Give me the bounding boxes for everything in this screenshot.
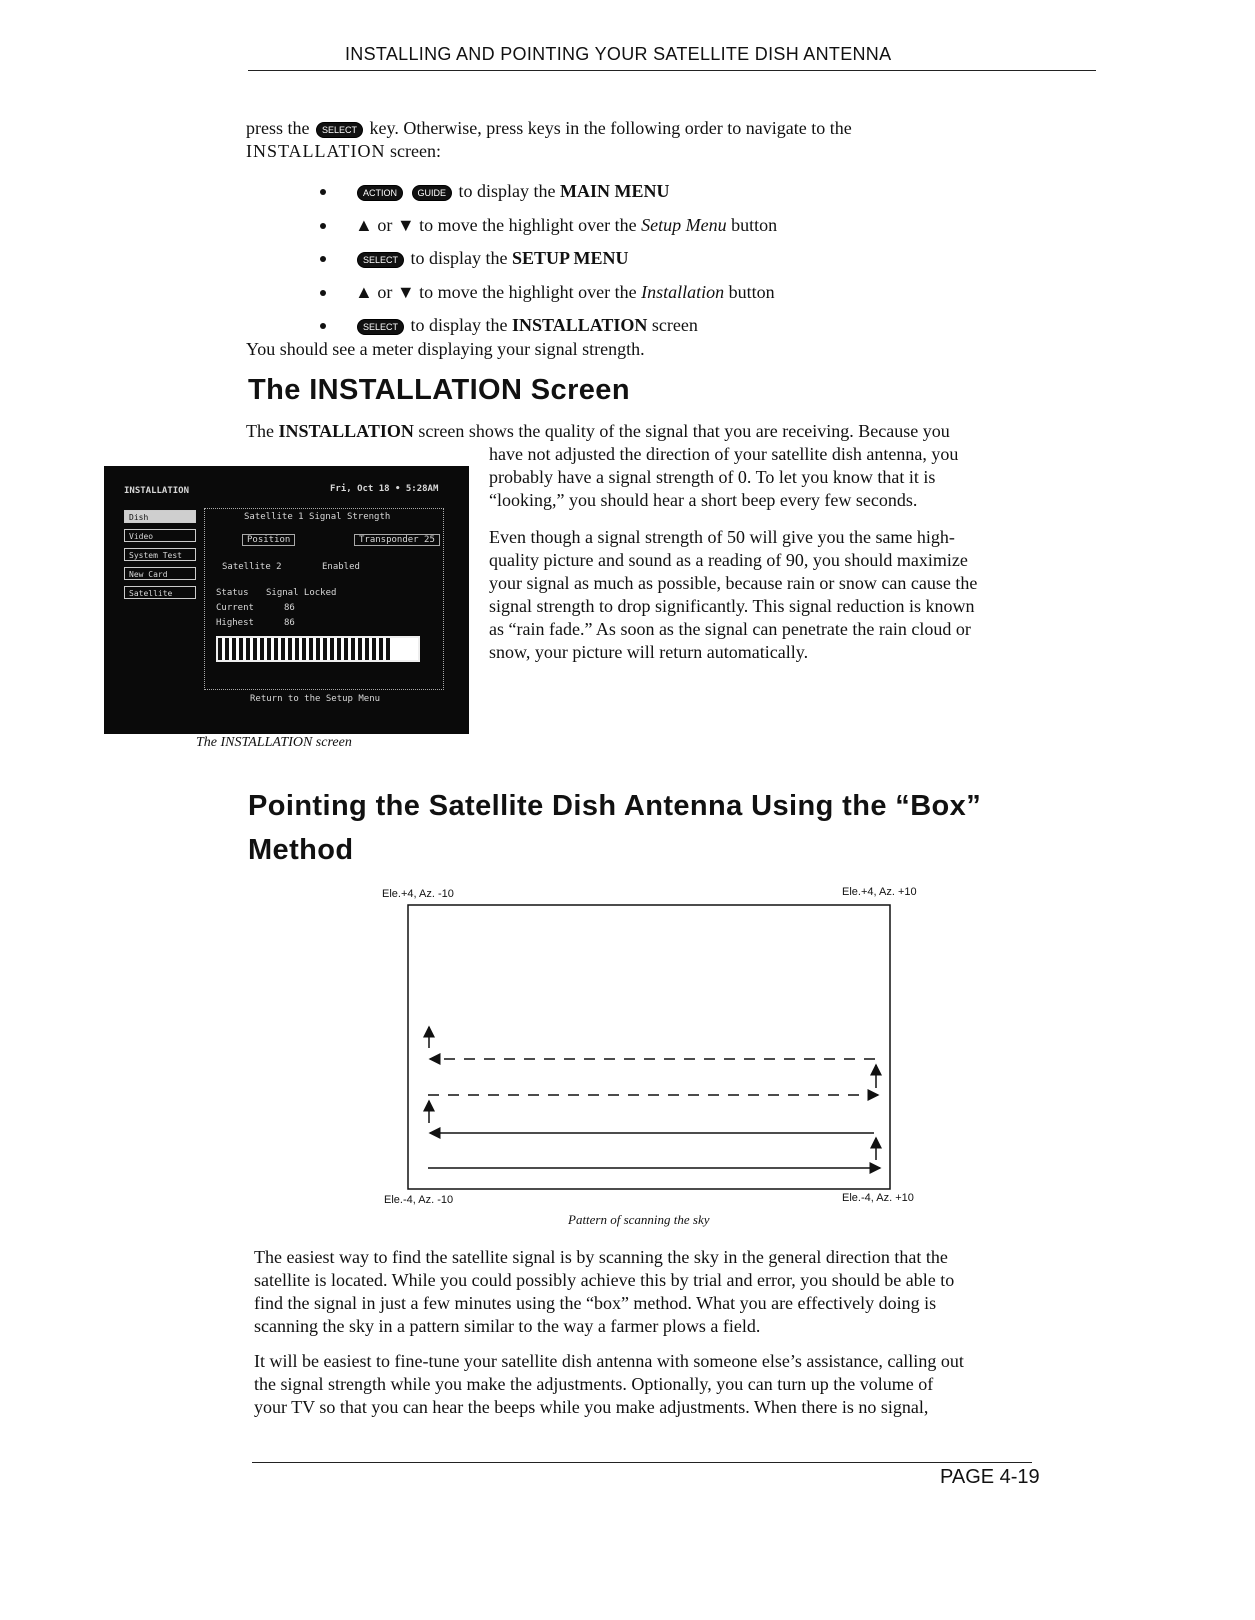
select-key-icon: SELECT [316, 122, 363, 138]
intro-line-1 [246, 117, 1086, 140]
text-line: satellite is located. While you could possibly achieve this by trial and error, you should be able to [254, 1270, 955, 1290]
step-text: to display the [410, 248, 508, 268]
page-number: PAGE 4-19 [940, 1466, 1040, 1488]
installation-paragraph-1 [489, 443, 1079, 512]
select-key-icon: SELECT [357, 319, 404, 335]
lead-bold: INSTALLATION [278, 421, 414, 441]
diagram-caption: Pattern of scanning the sky [568, 1212, 710, 1227]
guide-key-icon: GUIDE [412, 185, 453, 201]
heading-line: Method [248, 834, 354, 866]
text-line: your signal as much as possible, because rain or snow can cause the [489, 573, 978, 593]
step-item [320, 214, 1080, 248]
box-scan-diagram [400, 900, 900, 1200]
highest-label: Highest [216, 618, 254, 628]
running-header: INSTALLING AND POINTING YOUR SATELLITE DISH ANTENNA [345, 44, 892, 64]
text-line: Even though a signal strength of 50 will give you the same high- [489, 527, 955, 547]
step-text: to display the [458, 181, 556, 201]
select-key-icon: SELECT [357, 252, 404, 268]
step-italic: Installation [641, 281, 725, 302]
text-line: have not adjusted the direction of your satellite dish antenna, you [489, 444, 959, 464]
menu-item-video: Video [124, 529, 196, 542]
transponder-label: Transponder 25 [354, 534, 440, 546]
step-italic: Setup Menu [641, 214, 727, 235]
status-value: Signal Locked [266, 588, 337, 598]
step-text: to display the [410, 315, 508, 335]
label-top-right: Ele.+4, Az. +10 [842, 886, 917, 898]
panel-title: Satellite 1 Signal Strength [244, 512, 391, 522]
installation-screenshot [104, 466, 469, 734]
label-top-left: Ele.+4, Az. -10 [382, 888, 454, 900]
signal-meter [216, 636, 420, 662]
text-line: snow, your picture will return automatically. [489, 642, 809, 662]
lead-text: The [246, 421, 274, 441]
step-bold: SETUP MENU [512, 248, 629, 268]
intro-paragraph [246, 117, 1086, 163]
text-line: probably have a signal strength of 0. To let you know that it is [489, 467, 936, 487]
text-line: signal strength to drop significantly. This signal reduction is known [489, 596, 975, 616]
step-bold: INSTALLATION [512, 315, 648, 335]
action-key-icon: ACTION [357, 185, 403, 201]
position-label: Position [242, 534, 295, 546]
heading-line: Pointing the Satellite Dish Antenna Using the “Box” [248, 790, 982, 822]
text-line: quality picture and sound as a reading of 90, you should maximize [489, 550, 968, 570]
text-line: as “rain fade.” As soon as the signal can penetrate the rain cloud or [489, 619, 971, 639]
menu-item-satellite: Satellite [124, 586, 196, 599]
text-line: your TV so that you can hear the beeps while you make adjustments. When there is no signal, [254, 1397, 929, 1417]
highest-value: 86 [284, 618, 295, 628]
text-line: The easiest way to find the satellite signal is by scanning the sky in the general direction that the [254, 1247, 948, 1267]
step-text: to move the highlight over the [419, 281, 637, 302]
installation-word: INSTALLATION [246, 141, 386, 161]
assistance-paragraph [254, 1350, 1084, 1419]
satellite2-label: Satellite 2 [222, 562, 282, 572]
text-line: find the signal in just a few minutes using the “box” method. What you are effectively doing is [254, 1293, 937, 1313]
step-item [320, 247, 1080, 281]
down-arrow-icon: ▼ [396, 281, 415, 302]
menu-item-dish: Dish [124, 510, 196, 523]
text-line: “looking,” you should hear a short beep every few seconds. [489, 490, 918, 510]
meter-note: You should see a meter displaying your signal strength. [246, 339, 645, 359]
up-arrow-icon: ▲ [355, 214, 373, 235]
up-arrow-icon: ▲ [355, 281, 373, 302]
step-or: or [377, 214, 393, 235]
step-text: screen [651, 315, 698, 335]
navigation-steps [320, 180, 1080, 348]
step-item [320, 180, 1080, 214]
step-text: to move the highlight over the [419, 214, 637, 235]
step-bold: MAIN MENU [560, 181, 670, 201]
intro-text: screen: [390, 141, 442, 161]
step-or: or [377, 281, 393, 302]
down-arrow-icon: ▼ [396, 214, 415, 235]
step-text: button [728, 281, 775, 302]
installation-paragraph-2 [489, 526, 1079, 664]
installation-lead-line [246, 420, 1066, 443]
section-heading-box-method [248, 784, 981, 872]
intro-text: press the [246, 118, 310, 138]
intro-text: key. Otherwise, press keys in the following order to navigate to the [369, 118, 852, 138]
label-bottom-right: Ele.-4, Az. +10 [842, 1192, 914, 1204]
screen-title: INSTALLATION [124, 486, 190, 496]
lead-text: screen shows the quality of the signal that you are receiving. Because you [418, 421, 950, 441]
text-line: scanning the sky in a pattern similar to the way a farmer plows a field. [254, 1316, 761, 1336]
scan-box [408, 905, 890, 1189]
current-label: Current [216, 603, 254, 613]
label-bottom-left: Ele.-4, Az. -10 [384, 1194, 454, 1206]
status-label: Status [216, 588, 249, 598]
bullet-icon [320, 290, 326, 296]
step-text: button [731, 214, 778, 235]
text-line: It will be easiest to fine-tune your satellite dish antenna with someone else’s assistance, calling out [254, 1351, 964, 1371]
return-label: Return to the Setup Menu [250, 694, 381, 704]
screen-datetime: Fri, Oct 18 • 5:28AM [330, 484, 439, 494]
intro-line-2 [246, 140, 1086, 163]
bullet-icon [320, 223, 326, 229]
footer-rule [252, 1462, 1032, 1463]
enabled-label: Enabled [322, 562, 360, 572]
header-rule [248, 70, 1096, 71]
menu-item-system-test: System Test [124, 548, 196, 561]
step-item [320, 281, 1080, 315]
current-value: 86 [284, 603, 295, 613]
section-heading-installation: The INSTALLATION Screen [248, 374, 630, 406]
screenshot-caption: The INSTALLATION screen [196, 735, 352, 750]
box-method-paragraph [254, 1246, 1074, 1338]
menu-item-new-card: New Card [124, 567, 196, 580]
bullet-icon [320, 323, 326, 329]
text-line: the signal strength while you make the adjustments. Optionally, you can turn up the volume of [254, 1374, 934, 1394]
bullet-icon [320, 189, 326, 195]
bullet-icon [320, 256, 326, 262]
